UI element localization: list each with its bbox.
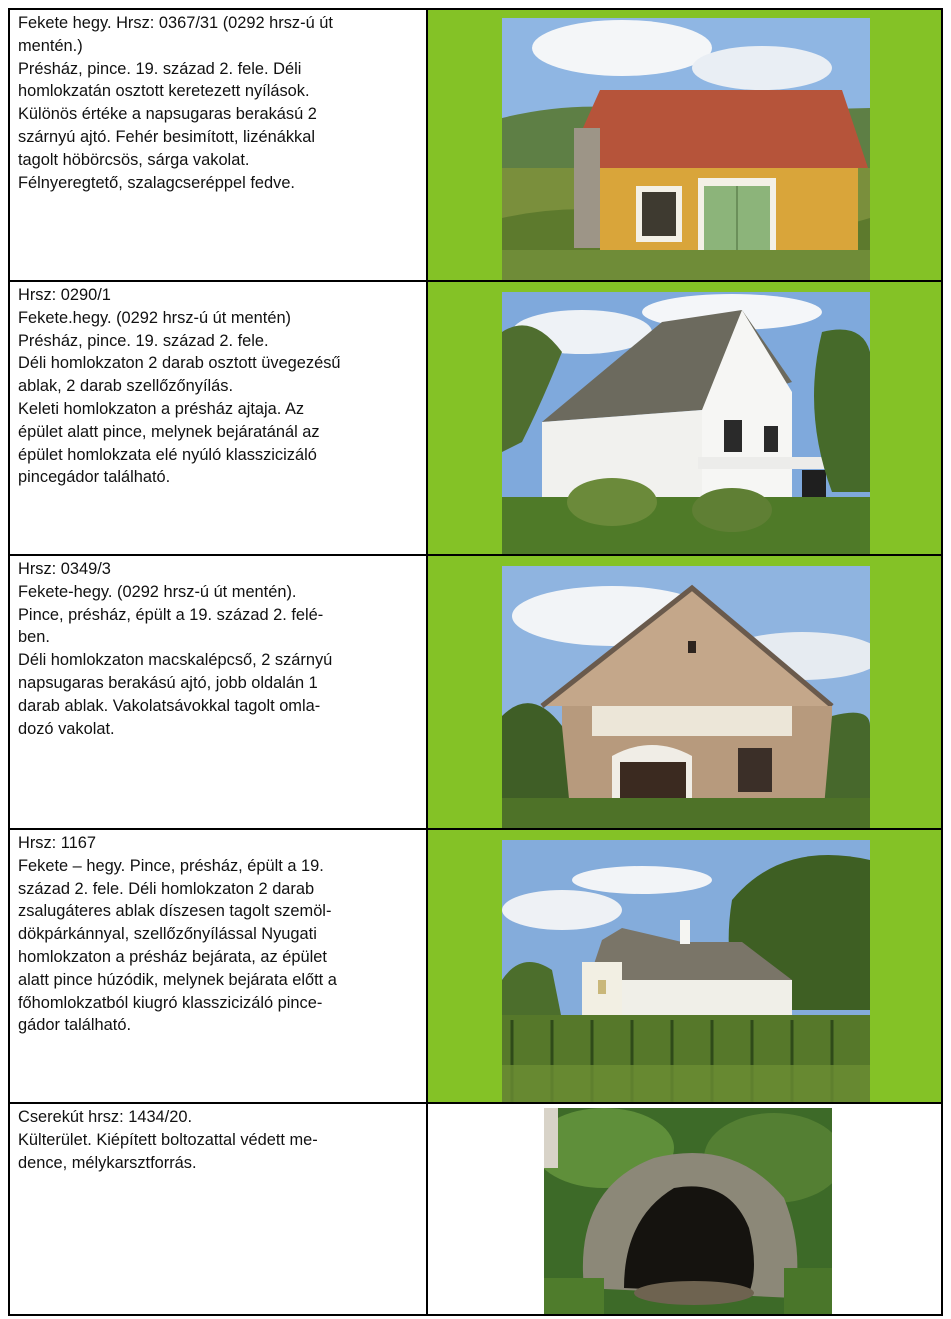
description-line: homlokzatán osztott keretezett nyílások. bbox=[18, 82, 310, 101]
karst-spring-photo bbox=[544, 1108, 832, 1314]
description-line: Cserekút hrsz: 1434/20. bbox=[18, 1108, 193, 1126]
description-line: Fekete hegy. Hrsz: 0367/31 (0292 hrsz-ú út bbox=[18, 14, 333, 32]
photo-cell bbox=[428, 556, 941, 828]
description-line: tagolt höbörcsös, sárga vakolat. bbox=[18, 150, 250, 169]
description-line: Fekete.hegy. (0292 hrsz-ú út mentén) bbox=[18, 308, 292, 327]
description-line: darab ablak. Vakolatsávokkal tagolt omla- bbox=[18, 696, 321, 715]
description-line: Présház, pince. 19. század 2. fele. Déli bbox=[18, 59, 302, 78]
description-line: Hrsz: 0349/3 bbox=[18, 560, 111, 578]
description-line: alatt pince húzódik, melynek bejárata előtt a bbox=[18, 970, 337, 989]
table-row bbox=[8, 828, 943, 1104]
photo-cell bbox=[428, 1104, 941, 1314]
vineyard-house-photo bbox=[502, 840, 870, 1102]
description-cell bbox=[10, 1104, 428, 1314]
description-cell bbox=[10, 282, 428, 554]
description-line: épület alatt pince, melynek bejáratánál az bbox=[18, 422, 320, 441]
description-line: főhomlokzatból kiugró klasszicizáló pince- bbox=[18, 993, 323, 1012]
table-row bbox=[8, 8, 943, 282]
description-line: Pince, présház, épült a 19. század 2. felé- bbox=[18, 605, 324, 624]
table-row bbox=[8, 554, 943, 830]
description-line: Különös értéke a napsugaras berakású 2 bbox=[18, 105, 317, 124]
description-line: épület homlokzata elé nyúló klasszicizáló bbox=[18, 445, 317, 464]
description-line: homlokzaton a présház bejárata, az épület bbox=[18, 947, 327, 966]
description-line: század 2. fele. Déli homlokzaton 2 darab bbox=[18, 879, 315, 898]
description-line: dozó vakolat. bbox=[18, 719, 115, 738]
description-line: Fekete – hegy. Pince, présház, épült a 19. bbox=[18, 856, 324, 875]
description-line: pincegádor található. bbox=[18, 468, 171, 487]
stone-cellar-photo bbox=[502, 566, 870, 830]
white-press-house-photo bbox=[502, 292, 870, 554]
photo-cell bbox=[428, 830, 941, 1102]
photo-cell bbox=[428, 282, 941, 554]
description-line: gádor található. bbox=[18, 1016, 131, 1035]
description-line: napsugaras berakású ajtó, jobb oldalán 1 bbox=[18, 673, 318, 692]
description-line: Fekete-hegy. (0292 hrsz-ú út mentén). bbox=[18, 582, 297, 601]
description-cell bbox=[10, 10, 428, 280]
description-cell bbox=[10, 830, 428, 1102]
description-line: mentén.) bbox=[18, 36, 83, 55]
description-line: Félnyeregtető, szalagcseréppel fedve. bbox=[18, 173, 295, 192]
description-line: Hrsz: 0290/1 bbox=[18, 286, 111, 304]
description-line: Déli homlokzaton macskalépcső, 2 szárnyú bbox=[18, 651, 333, 670]
description-line: Présház, pince. 19. század 2. fele. bbox=[18, 331, 269, 350]
yellow-press-house-photo bbox=[502, 18, 870, 280]
description-line: zsalugáteres ablak díszesen tagolt szemöl- bbox=[18, 902, 332, 921]
description-line: ablak, 2 darab szellőzőnyílás. bbox=[18, 377, 234, 396]
description-line: Déli homlokzaton 2 darab osztott üvegezésű bbox=[18, 354, 341, 373]
description-line: Hrsz: 1167 bbox=[18, 834, 97, 852]
table-row bbox=[8, 280, 943, 556]
description-line: dence, mélykarsztforrás. bbox=[18, 1153, 197, 1172]
description-line: ben. bbox=[18, 628, 50, 647]
description-line: Keleti homlokzaton a présház ajtaja. Az bbox=[18, 399, 305, 418]
table-row bbox=[8, 1102, 943, 1316]
photo-cell bbox=[428, 10, 941, 280]
description-line: szárnyú ajtó. Fehér besimított, lizénákkal bbox=[18, 127, 315, 146]
description-line: dökpárkánnyal, szellőzőnyílással Nyugati bbox=[18, 925, 317, 944]
description-cell bbox=[10, 556, 428, 828]
description-line: Külterület. Kiépített boltozattal védett me- bbox=[18, 1130, 318, 1149]
